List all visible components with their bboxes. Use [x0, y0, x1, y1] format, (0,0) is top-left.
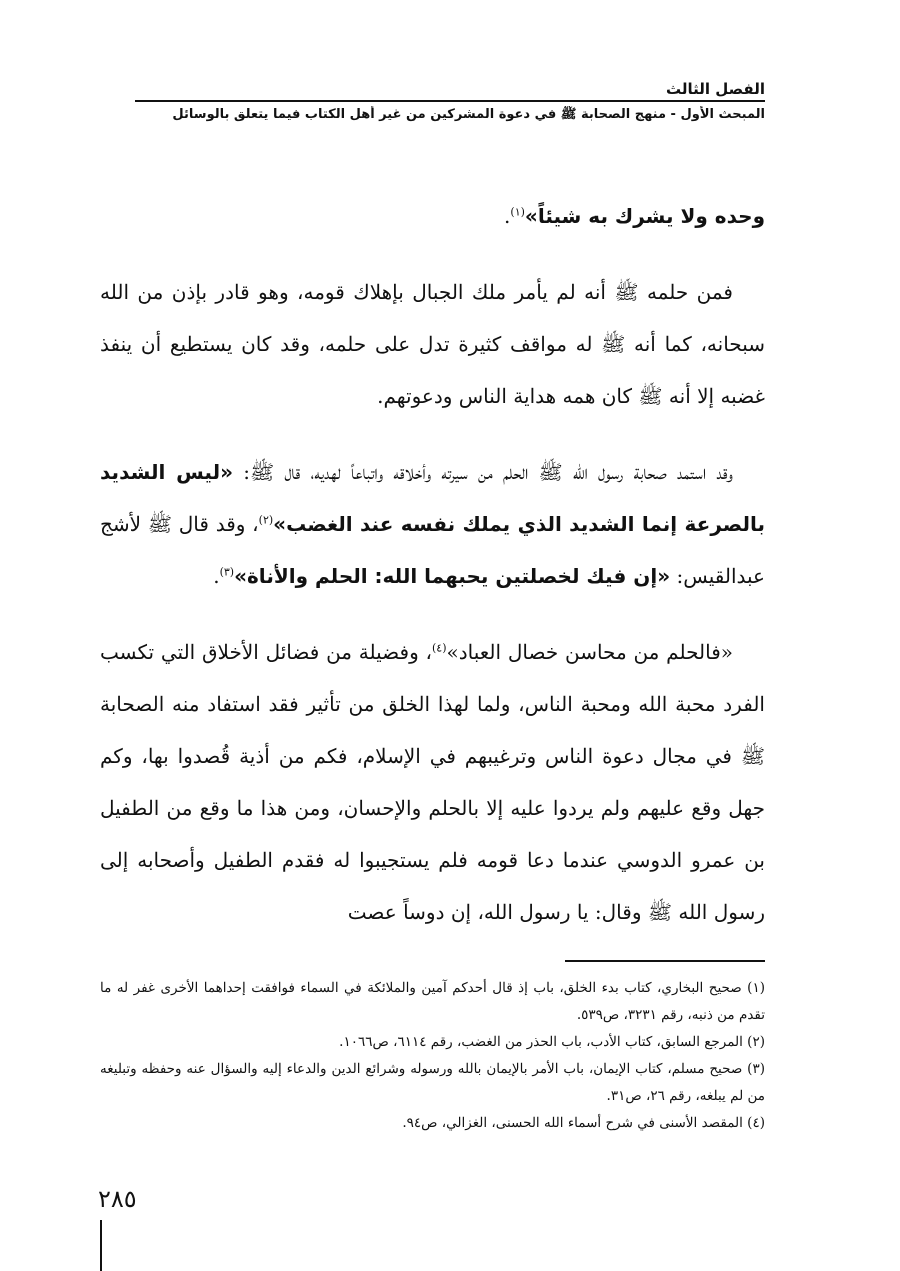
paragraph-1 — [100, 190, 765, 242]
footnote-ref-2[interactable]: (٢) — [258, 513, 274, 527]
footnotes — [100, 975, 765, 1137]
footnote-ref-3[interactable]: (٣) — [219, 565, 235, 579]
paragraph-1-tail: . — [504, 204, 511, 228]
paragraph-3 — [100, 446, 765, 602]
footnote-2: (٢) المرجع السابق، كتاب الأدب، باب الحذر من الغضب، رقم ٦١١٤، ص١٠٦٦. — [339, 1034, 765, 1050]
paragraph-4 — [100, 626, 765, 938]
header-divider — [135, 100, 765, 102]
hadith-quote-2: «إن فيك لخصلتين يحبهما الله: الحلم والأناة» — [234, 564, 671, 588]
paragraph-3-b: ، وقد قال ﷺ لأشج عبدالقيس: — [100, 512, 765, 588]
footnote-4: (٤) المقصد الأسنى في شرح أسماء الله الحسنى، الغزالي، ص٩٤. — [402, 1115, 765, 1131]
hadith-quote-1: «ليس الشديد بالصرعة إنما الشديد الذي يملك نفسه عند الغضب» — [100, 460, 765, 536]
paragraph-4-a: «فالحلم من محاسن خصال العباد» — [446, 640, 734, 664]
margin-line — [100, 1220, 102, 1271]
page-number: ٢٨٥ — [98, 1185, 137, 1213]
paragraph-4-b: ، وفضيلة من فضائل الأخلاق التي تكسب الفرد محبة الله ومحبة الناس، ولما لهذا الخلق من تأثير فقد استفاد منه الصحابة ﷺ في مجال دعوة الناس وترغيبهم في الإسلام، فكم من أذية قُصدوا بها، وكم جهل وقع عليهم ولم يردوا عليه إلا بالحلم والإحسان، ومن هذا ما وقع من الطفيل بن عمرو الدوسي عندما دعا قومه فلم يستجيبوا له فقدم الطفيل وأصحابه إلى رسول الله ﷺ وقال: يا رسول الله، إن دوساً عصت — [100, 640, 765, 924]
chapter-header: الفصل الثالث — [665, 80, 765, 98]
footnote-ref-4[interactable]: (٤) — [431, 641, 447, 655]
footnote-divider — [565, 960, 765, 962]
footnote-3: (٣) صحيح مسلم، كتاب الإيمان، باب الأمر بالإيمان بالله ورسوله وشرائع الدين والدعاء إليه والسؤال عنه وحفظه وتبليغه من لم يبلغه، رقم ٢٦، ص٣١. — [100, 1061, 765, 1104]
paragraph-3-c: . — [213, 564, 220, 588]
paragraph-3-a: وقد استمد صحابة رسول الله ﷺ الحلم من سيرته وأخلاقه واتباعاً لهديه، قال ﷺ: — [233, 460, 733, 484]
paragraph-2: فمن حلمه ﷺ أنه لم يأمر ملك الجبال بإهلاك قومه، وهو قادر بإذن من الله سبحانه، كما أنه ﷺ له مواقف كثيرة تدل على حلمه، وقد كان يستطيع أن ينفذ غضبه إلا أنه ﷺ كان همه هداية الناس ودعوتهم. — [100, 280, 765, 408]
footnote-ref-1[interactable]: (١) — [510, 205, 525, 219]
section-header: المبحث الأول - منهج الصحابة ﷺ في دعوة المشركين من غير أهل الكتاب فيما يتعلق بالوسائل — [172, 107, 765, 122]
main-text — [100, 190, 765, 962]
footnote-1: (١) صحيح البخاري، كتاب بدء الخلق، باب إذ قال أحدكم آمين والملائكة في السماء فوافقت إحداهما الأخرى غفر له ما تقدم من ذنبه، رقم ٣٢٣١، ص٥٣٩. — [100, 980, 765, 1023]
quote-continuation: وحده ولا يشرك به شيئاً» — [524, 204, 765, 228]
